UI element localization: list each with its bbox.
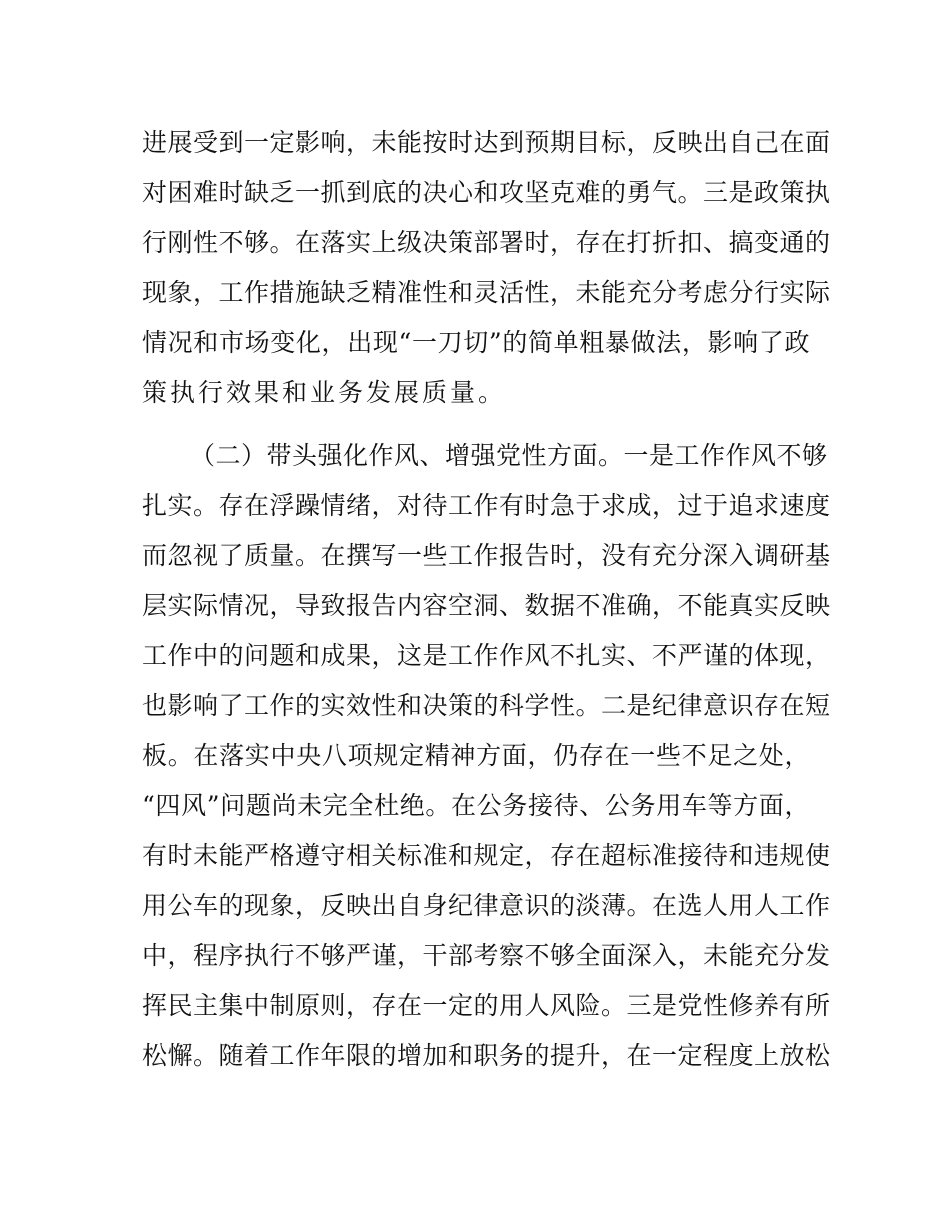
text-line: 而忽视了质量。在撰写一些工作报告时，没有充分深入调研基 [142,541,831,570]
text-line: 有时未能严格遵守相关标准和规定，存在超标准接待和违规使 [142,841,831,870]
text-line: 工作中的问题和成果，这是工作作风不扎实、不严谨的体现， [142,641,831,670]
text-line: 板。在落实中央八项规定精神方面，仍存在一些不足之处， [142,741,810,770]
text-line: 中，程序执行不够严谨，干部考察不够全面深入，未能充分发 [142,941,831,970]
text-line: （二）带头强化作风、增强党性方面。一是工作作风不够 [190,441,828,470]
text-line: 现象，工作措施缺乏精准性和灵活性，未能充分考虑分行实际 [142,278,831,307]
text-line: 层实际情况，导致报告内容空洞、数据不准确，不能真实反映 [142,591,831,620]
text-line: 扎实。存在浮躁情绪，对待工作有时急于求成，过于追求速度 [142,491,831,520]
text-line: 挥民主集中制原则，存在一定的用人风险。三是党性修养有所 [142,991,831,1020]
text-line: “四风”问题尚未完全杜绝。在公务接待、公务用车等方面， [142,791,810,820]
text-line: 行刚性不够。在落实上级决策部署时，存在打折扣、搞变通的 [142,228,831,257]
text-line: 松懈。随着工作年限的增加和职务的提升，在一定程度上放松 [142,1041,831,1070]
text-line: 进展受到一定影响，未能按时达到预期目标，反映出自己在面 [142,128,831,157]
text-line: 情况和市场变化，出现“一刀切”的简单粗暴做法，影响了政 [142,328,810,357]
text-line: 用公车的现象，反映出自身纪律意识的淡薄。在选人用人工作 [142,891,831,920]
text-line: 也影响了工作的实效性和决策的科学性。二是纪律意识存在短 [142,691,831,720]
text-line: 对困难时缺乏一抓到底的决心和攻坚克难的勇气。三是政策执 [142,178,831,207]
text-line: 策执行效果和业务发展质量。 [142,378,507,407]
